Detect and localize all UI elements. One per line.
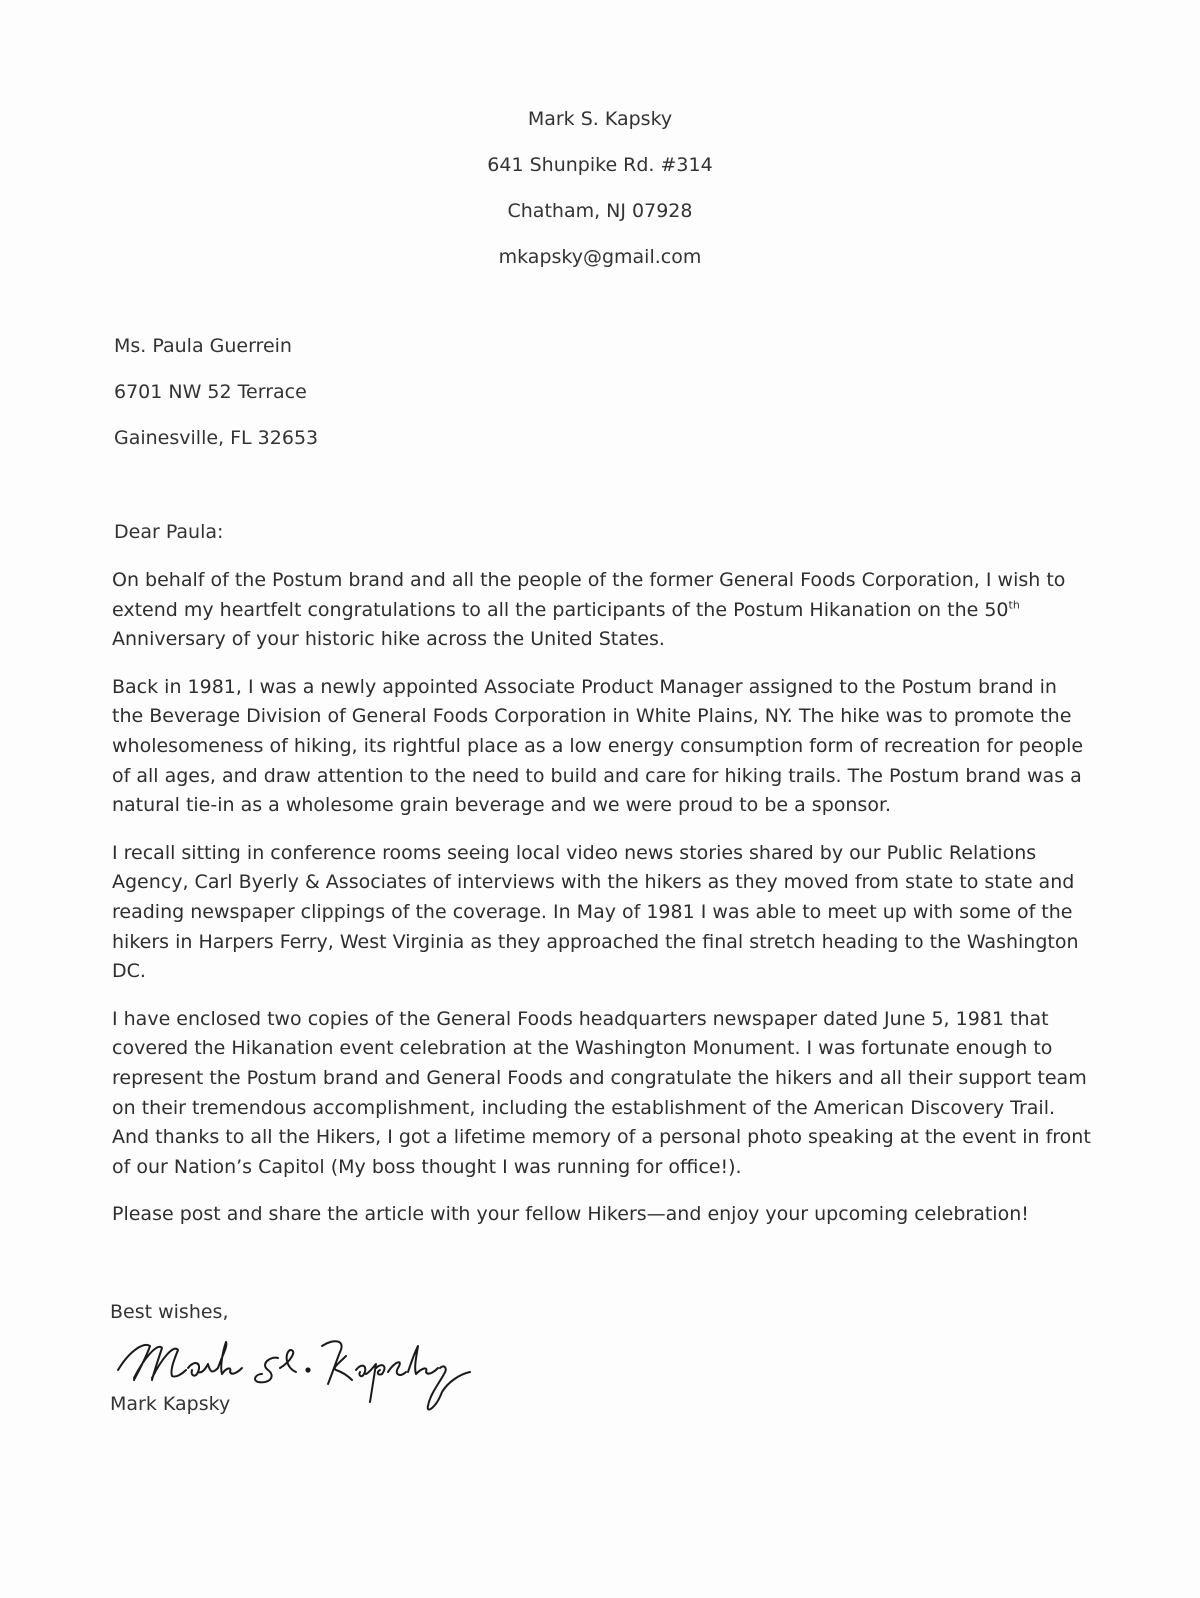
letter-body	[112, 566, 1092, 1248]
recipient-address-line2: Gainesville, FL 32653	[114, 427, 319, 449]
closing: Best wishes,	[110, 1301, 229, 1323]
sender-name: Mark S. Kapsky	[527, 108, 673, 130]
recipient-name: Ms. Paula Guerrein	[114, 335, 292, 357]
ordinal-superscript: th	[1008, 598, 1020, 612]
signer-name: Mark Kapsky	[110, 1393, 231, 1415]
paragraph-2: Back in 1981, I was a newly appointed Associate Product Manager assigned to the Postum brand in the Beverage Division of General Foods Corporation in White Plains, NY. The hike was to promote the wholesomeness of hiking, its rightful place as a low energy consumption form of recreation for people of all ages, and draw attention to the need to build and care for hiking trails. The Postum brand was a natural tie-in as a wholesome grain beverage and we were proud to be a sponsor.	[112, 675, 1084, 817]
sender-email: mkapsky@gmail.com	[498, 246, 702, 268]
paragraph-3: I recall sitting in conference rooms seeing local video news stories shared by our Public Relations Agency, Carl Byerly & Associates of interviews with the hikers as they moved from state to state and reading newspaper clippings of the coverage. In May of 1981 I was able to meet up with some of the hikers in Harpers Ferry, West Virginia as they approached the final stretch heading to the Washington DC.	[112, 841, 1079, 983]
salutation: Dear Paula:	[114, 521, 224, 543]
recipient-address-line1: 6701 NW 52 Terrace	[114, 381, 307, 403]
sender-address-line2: Chatham, NJ 07928	[507, 200, 693, 222]
paragraph-4: I have enclosed two copies of the General Foods headquarters newspaper dated June 5, 1981 that covered the Hikanation event celebration at the Washington Monument. I was fortunate enough to represent the Postum brand and General Foods and congratulate the hikers and all their support team on their tremendous accomplishment, including the establishment of the American Discovery Trail. And thanks to all the Hikers, I got a lifetime memory of a personal photo speaking at the event in front of our Nation’s Capitol (My boss thought I was running for office!).	[112, 1007, 1091, 1178]
recipient-block	[114, 323, 318, 461]
sender-block	[0, 96, 1200, 280]
paragraph-1-end: Anniversary of your historic hike across the United States.	[112, 628, 665, 651]
paragraph-1-start: On behalf of the Postum brand and all the people of the former General Foods Corporation, I wish to extend my heartfelt congratulations to all the participants of the Postum Hikanation on the 50	[112, 569, 1066, 621]
paragraph-1	[112, 566, 1092, 655]
paragraph-5: Please post and share the article with your fellow Hikers—and enjoy your upcoming celebration!	[112, 1203, 1029, 1226]
sender-address-line1: 641 Shunpike Rd. #314	[487, 154, 713, 176]
